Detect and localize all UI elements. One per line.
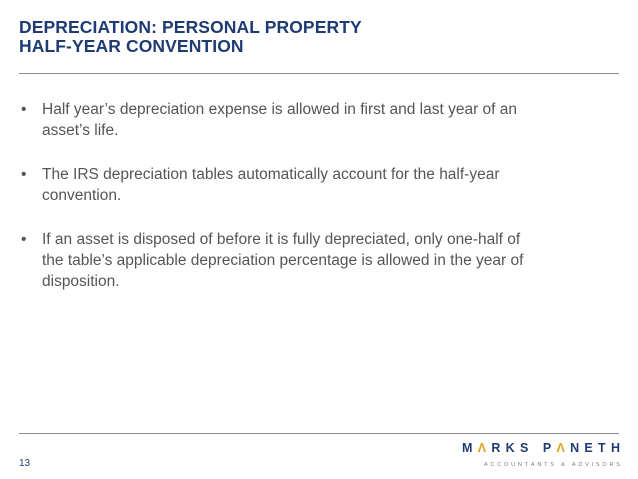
logo-letter: R (491, 441, 501, 455)
logo-tagline-letter: U (511, 462, 516, 468)
logo-tagline (484, 462, 620, 469)
logo-tagline-letter: O (504, 462, 509, 468)
logo-tagline-letter: S (616, 462, 620, 468)
logo-tagline-letter: A (571, 462, 576, 468)
bullet-item-2 (19, 164, 594, 206)
logo-tagline-letter: S (595, 462, 600, 468)
logo-tagline-letter: R (609, 462, 614, 468)
bullet-1-line-1: Half year’s depreciation expense is allowed in first and last year of an (42, 101, 518, 118)
logo-letter: P (542, 441, 552, 455)
bullet-list (19, 99, 594, 315)
logo-wordmark (462, 441, 620, 455)
slide-title (19, 18, 579, 56)
bullet-3-line-3: disposition. (42, 273, 120, 290)
logo-letter: K (505, 441, 515, 455)
logo-tagline-letter: D (578, 462, 583, 468)
bullet-marker: • (21, 231, 27, 248)
title-divider (19, 73, 619, 74)
logo-tagline-letter: C (497, 462, 502, 468)
logo-tagline-letter: T (524, 462, 529, 468)
logo-letter-a: Λ (477, 441, 487, 455)
logo-letter: H (610, 441, 620, 455)
logo-tagline-letter: T (544, 462, 548, 468)
bullet-marker: • (21, 166, 27, 183)
logo-tagline-letter: A (530, 462, 535, 468)
logo-letter: T (598, 441, 606, 455)
bullet-1-line-2: asset’s life. (42, 122, 119, 139)
logo-tagline-letter: N (537, 462, 542, 468)
logo-tagline-letter: O (602, 462, 607, 468)
slide-title-line-2: HALF-YEAR CONVENTION (19, 36, 244, 56)
logo-tagline-letter: & (561, 462, 565, 468)
bullet-item-1 (19, 99, 594, 141)
logo-space (534, 441, 538, 455)
page-number: 13 (19, 458, 31, 469)
logo-letter-a: Λ (556, 441, 565, 455)
logo-tagline-letter (557, 462, 559, 469)
logo-letter: E (584, 441, 593, 455)
logo-tagline-letter: S (550, 462, 554, 468)
logo-tagline-letter: V (585, 462, 589, 468)
logo-tagline-letter: A (484, 462, 488, 468)
footer-divider (19, 433, 619, 434)
logo-tagline-letter: I (591, 462, 594, 468)
slide-title-line-1: DEPRECIATION: PERSONAL PROPERTY (19, 17, 362, 37)
bullet-marker: • (21, 101, 27, 118)
logo-letter: S (519, 441, 529, 455)
logo-tagline-letter (568, 462, 570, 469)
logo-letter: N (570, 441, 580, 455)
bullet-3-line-1: If an asset is disposed of before it is fully depreciated, only one-half of (42, 231, 521, 248)
logo-tagline-letter: N (517, 462, 522, 468)
bullet-item-3 (19, 229, 594, 292)
bullet-3-line-2: the table’s applicable depreciation percentage is allowed in the year of (42, 252, 524, 269)
company-logo (462, 441, 620, 473)
bullet-2-line-1: The IRS depreciation tables automatically account for the half-year (42, 166, 500, 183)
bullet-2-line-2: convention. (42, 187, 122, 204)
logo-letter: M (462, 441, 473, 455)
logo-tagline-letter: C (490, 462, 495, 468)
